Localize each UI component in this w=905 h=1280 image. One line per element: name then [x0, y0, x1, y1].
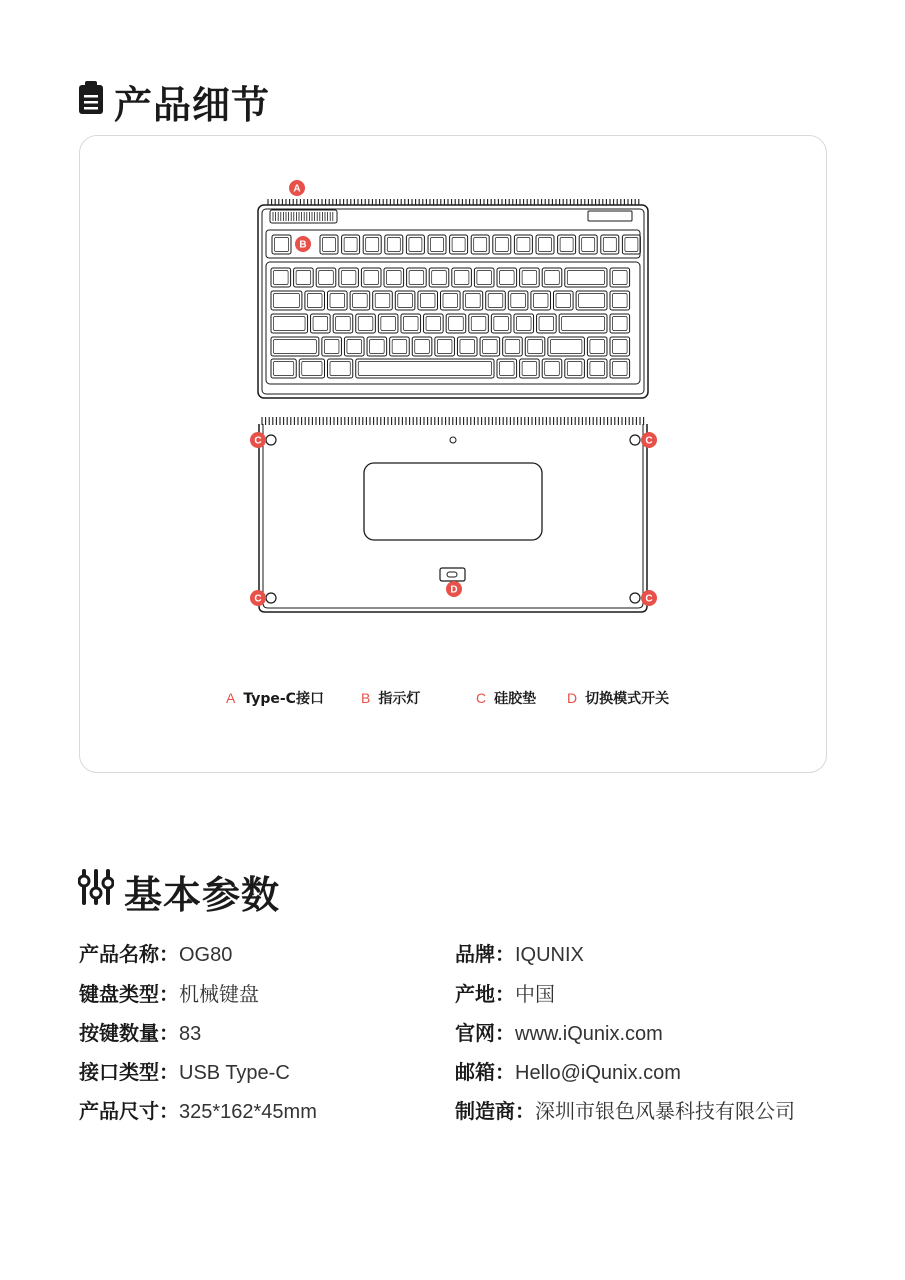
- mode-switch: [440, 568, 465, 581]
- spec-product-name: 产品名称：OG80: [79, 942, 233, 966]
- sliders-icon: [78, 869, 114, 914]
- marker-a: [289, 180, 305, 196]
- details-title-text: 产品细节: [114, 83, 271, 127]
- top-view-fins: [268, 199, 639, 205]
- spec-origin: 产地：中国: [455, 982, 555, 1006]
- params-section-title: [78, 864, 280, 919]
- marker-c-top-left: [250, 432, 266, 448]
- svg-text:C: C: [254, 593, 262, 605]
- svg-text:C: C: [254, 435, 262, 447]
- spec-manufacturer: 制造商：深圳市银色风暴科技有限公司: [455, 1099, 795, 1123]
- marker-d: [446, 581, 462, 597]
- spec-website: 官网：www.iQunix.com: [455, 1021, 663, 1045]
- svg-text:C: C: [645, 435, 653, 447]
- svg-text:A: A: [293, 183, 301, 195]
- spec-brand: 品牌：IQUNIX: [455, 942, 584, 966]
- spec-dimensions: 产品尺寸：325*162*45mm: [79, 1099, 317, 1123]
- svg-text:D: D: [450, 584, 458, 596]
- legend-item-c: C 硅胶垫: [476, 690, 537, 707]
- spec-interface: 接口类型：USB Type-C: [79, 1060, 290, 1084]
- marker-c-top-right: [641, 432, 657, 448]
- legend-item-d: D 切换模式开关: [567, 690, 670, 707]
- svg-text:B: B: [299, 239, 307, 251]
- marker-b: [295, 236, 311, 252]
- legend-item-b: B 指示灯: [361, 690, 421, 707]
- diagram-legend: [0, 688, 905, 708]
- marker-c-bottom-right: [641, 590, 657, 606]
- marker-c-bottom-left: [250, 590, 266, 606]
- svg-text:C: C: [645, 593, 653, 605]
- params-title-text: 基本参数: [124, 873, 281, 917]
- spec-keyboard-type: 键盘类型：机械键盘: [79, 982, 259, 1006]
- keyboard-top-view: [258, 205, 648, 398]
- legend-item-a: A Type-C接口: [226, 690, 324, 707]
- spec-email: 邮箱：Hello@iQunix.com: [455, 1060, 681, 1084]
- spec-key-count: 按键数量：83: [79, 1021, 202, 1045]
